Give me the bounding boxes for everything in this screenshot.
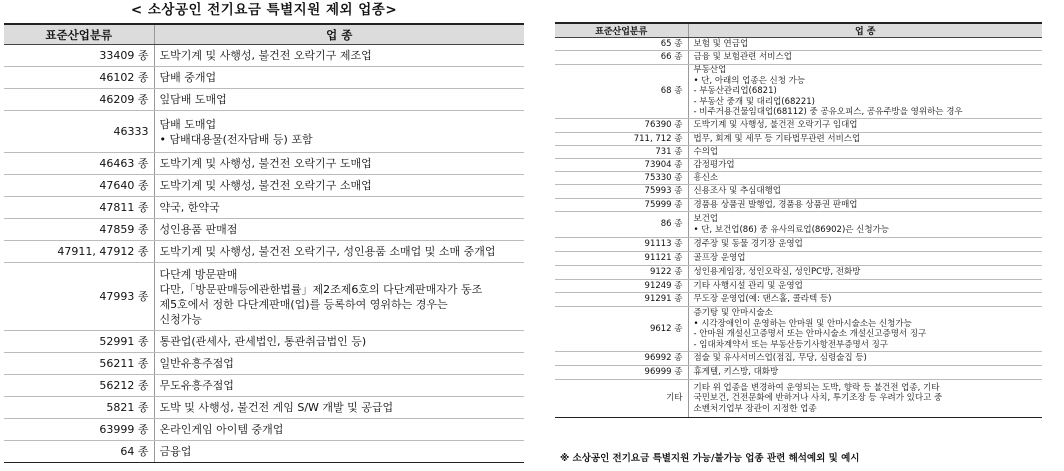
description-line: 온라인게임 아이템 중개업: [159, 423, 284, 436]
industry-code: 46209 종: [4, 89, 154, 111]
industry-code: 63999 종: [4, 419, 154, 441]
page-title: < 소상공인 전기요금 특별지원 제외 업종>: [130, 2, 398, 18]
industry-description: [688, 133, 1042, 146]
table-row: [555, 38, 1042, 51]
industry-code: 76390 종: [555, 119, 688, 133]
industry-description: [688, 212, 1042, 238]
description-line: 도박기계 및 사행성, 불건전 오락기구 제조업: [159, 49, 372, 62]
industry-code: 56211 종: [4, 353, 154, 375]
industry-code: 65 종: [555, 38, 688, 51]
industry-code: 9612 종: [555, 307, 688, 352]
table-row: [4, 67, 524, 89]
industry-description: [154, 375, 524, 397]
description-line: 도박기계 및 사행성, 불건전 오락기구 임대업: [693, 120, 858, 131]
industry-description: [688, 38, 1042, 51]
table-row: [555, 199, 1042, 212]
right-table-body: [555, 38, 1042, 418]
industry-description: [688, 146, 1042, 159]
description-line: 도박기계 및 사행성, 불건전 오락기구, 성인용품 소매업 및 소매 중개업: [159, 245, 496, 258]
industry-description: [688, 266, 1042, 280]
industry-description: [154, 175, 524, 197]
description-line: 무도유흥주점업: [159, 379, 234, 392]
industry-description: [154, 397, 524, 419]
table-row: [555, 352, 1042, 366]
industry-description: [154, 67, 524, 89]
industry-code: 731 종: [555, 146, 688, 159]
table-row: [555, 133, 1042, 146]
description-line: 통관업(관세사, 관세법인, 통관취급법인 등): [159, 335, 367, 348]
industry-code: 56212 종: [4, 375, 154, 397]
description-line: - 부동산 중개 및 대리업(68221): [693, 96, 815, 107]
industry-description: [154, 353, 524, 375]
description-line: 다만,「방문판매등에관한법률」제2조제6호의 다단계판매자가 동조: [159, 282, 483, 296]
industry-code: 75330 종: [555, 172, 688, 185]
industry-description: [154, 241, 524, 263]
industry-description: [154, 441, 524, 463]
left-table-body: [4, 45, 524, 463]
industry-code: 47911, 47912 종: [4, 241, 154, 263]
right-header-industry: 업 종: [688, 23, 1042, 38]
description-line: 소벤처기업부 장관이 지정한 업종: [693, 403, 817, 414]
left-table-header: [4, 24, 524, 45]
industry-description: [154, 111, 524, 153]
description-line: 증기탕 및 안마시술소: [693, 308, 773, 318]
left-header-industry: 업 종: [154, 24, 524, 45]
industry-description: [154, 419, 524, 441]
industry-code: 9122 종: [555, 266, 688, 280]
right-header-code: 표준산업분류: [555, 23, 688, 38]
industry-description: [154, 89, 524, 111]
description-line: 담배 도매업: [159, 117, 217, 131]
table-row: [4, 353, 524, 375]
table-row: [555, 293, 1042, 307]
description-line: 금융업: [159, 445, 192, 458]
description-line: 성인용품 판매점: [159, 223, 238, 236]
industry-code: 73904 종: [555, 159, 688, 172]
table-row: [4, 241, 524, 263]
description-line: - 임대차계약서 또는 부동산등기사항전부증명서 징구: [693, 339, 889, 350]
industry-description: [154, 153, 524, 175]
industry-description: [154, 331, 524, 353]
industry-description: [688, 119, 1042, 133]
industry-description: [154, 219, 524, 241]
description-line: 잎담배 도매업: [159, 93, 227, 106]
table-row: [555, 380, 1042, 418]
table-row: [555, 252, 1042, 266]
industry-code: 66 종: [555, 51, 688, 65]
description-line: 기타 사행시설 관리 및 운영업: [693, 280, 803, 291]
table-row: [4, 45, 524, 67]
industry-code: 91291 종: [555, 293, 688, 307]
description-line: 경품용 상품권 발행업, 경품용 상품권 판매업: [693, 199, 858, 210]
industry-code: 47640 종: [4, 175, 154, 197]
table-row: [555, 307, 1042, 352]
table-row: [4, 397, 524, 419]
description-line: 도박기계 및 사행성, 불건전 오락기구 소매업: [159, 179, 372, 192]
table-row: [555, 146, 1042, 159]
industry-code: 91113 종: [555, 238, 688, 252]
description-line: 경주장 및 동물 경기장 운영업: [693, 239, 803, 250]
industry-code: 75999 종: [555, 199, 688, 212]
description-line: 휴게텔, 키스방, 대화방: [693, 367, 779, 378]
table-row: [4, 331, 524, 353]
industry-description: [688, 185, 1042, 199]
left-exclusion-table: [4, 23, 524, 463]
industry-code: 33409 종: [4, 45, 154, 67]
industry-description: [688, 172, 1042, 185]
description-line: 약국, 한약국: [159, 201, 220, 214]
description-line: • 시각장애인이 운영하는 안마원 및 안마시술소는 신청가능: [693, 318, 912, 329]
description-line: 부동산업: [693, 65, 727, 76]
industry-code: 75993 종: [555, 185, 688, 199]
description-line: 국민보건, 건전문화에 반하거나 사치, 투기조장 등 우려가 있다고 중: [693, 393, 943, 404]
description-line: 수의업: [693, 146, 719, 157]
description-line: 제5호에서 정한 다단계판매(업)를 등록하여 영위하는 경우는: [159, 297, 448, 311]
industry-code: 64 종: [4, 441, 154, 463]
industry-description: [688, 238, 1042, 252]
description-line: 감정평가업: [693, 159, 735, 170]
industry-description: [154, 197, 524, 219]
industry-description: [688, 159, 1042, 172]
industry-description: [688, 51, 1042, 65]
description-line: - 비주거용건물임대업(68112) 중 공유오피스, 공유주방을 영위하는 경우: [693, 107, 963, 118]
table-row: [555, 366, 1042, 380]
industry-description: [688, 293, 1042, 307]
industry-code: 기타: [555, 380, 688, 418]
industry-description: [688, 199, 1042, 212]
description-line: - 부동산관리업(6821): [693, 86, 777, 97]
table-row: [4, 111, 524, 153]
industry-description: [154, 263, 524, 331]
industry-code: 86 종: [555, 212, 688, 238]
table-row: [555, 159, 1042, 172]
industry-code: 91249 종: [555, 280, 688, 293]
industry-code: 5821 종: [4, 397, 154, 419]
description-line: 일반유흥주점업: [159, 357, 234, 370]
description-line: 신청가능: [159, 312, 203, 326]
description-line: - 안마원 개설신고증명서 또는 안마시술소 개설신고증명서 징구: [693, 329, 927, 339]
table-row: [555, 266, 1042, 280]
footer-note: ※ 소상공인 전기요금 특별지원 가능/불가능 업종 관련 해석예외 및 예시: [560, 453, 860, 464]
table-row: [4, 153, 524, 175]
industry-code: 47993 종: [4, 263, 154, 331]
industry-code: 47859 종: [4, 219, 154, 241]
industry-code: 68 종: [555, 65, 688, 119]
table-row: [555, 185, 1042, 199]
table-row: [4, 197, 524, 219]
industry-description: [688, 252, 1042, 266]
table-row: [4, 89, 524, 111]
industry-description: [688, 366, 1042, 380]
description-line: 기타 위 업종을 변경하여 운영되는 도박, 향락 등 불건전 업종, 기타: [693, 382, 940, 393]
description-line: 점술 및 유사서비스업(점집, 무당, 심령술집 등): [693, 353, 867, 364]
industry-code: 711, 712 종: [555, 133, 688, 146]
table-row: [555, 280, 1042, 293]
description-line: 보험 및 연금업: [693, 38, 749, 49]
table-row: [555, 65, 1042, 119]
table-row: [555, 119, 1042, 133]
industry-code: 46463 종: [4, 153, 154, 175]
table-row: [4, 175, 524, 197]
industry-description: [688, 280, 1042, 293]
industry-code: 46102 종: [4, 67, 154, 89]
right-exclusion-table: [555, 22, 1042, 418]
industry-code: 52991 종: [4, 331, 154, 353]
table-row: [4, 419, 524, 441]
table-row: [555, 238, 1042, 252]
industry-description: [154, 45, 524, 67]
left-header-code: 표준산업분류: [4, 24, 154, 45]
table-row: [555, 51, 1042, 65]
industry-code: 46333: [4, 111, 154, 153]
description-line: • 단, 아래의 업종은 신청 가능: [693, 75, 806, 86]
industry-code: 96999 종: [555, 366, 688, 380]
description-line: 신용조사 및 추심대행업: [693, 186, 782, 197]
table-row: [4, 441, 524, 463]
table-row: [4, 219, 524, 241]
description-line: 금융 및 보험관련 서비스업: [693, 52, 792, 63]
industry-description: [688, 352, 1042, 366]
industry-code: 47811 종: [4, 197, 154, 219]
description-line: 도박기계 및 사행성, 불건전 오락기구 도매업: [159, 157, 372, 170]
table-row: [555, 172, 1042, 185]
description-line: • 단, 보건업(86) 중 유사의료업(86902)은 신청가능: [693, 224, 890, 235]
industry-description: [688, 65, 1042, 119]
description-line: 무도장 운영업(예: 댄스홀, 콜라텍 등): [693, 294, 832, 305]
description-line: 다단계 방문판매: [159, 267, 238, 281]
description-line: 보건업: [693, 214, 719, 224]
description-line: 성인용게임장, 성인오락실, 성인PC방, 전화방: [693, 267, 861, 278]
right-table-header: [555, 23, 1042, 38]
description-line: 법무, 회계 및 세무 등 기타법무관련 서비스업: [693, 133, 861, 144]
table-row: [4, 375, 524, 397]
description-line: 흥신소: [693, 172, 719, 183]
description-line: 담배 중개업: [159, 71, 217, 84]
table-row: [4, 263, 524, 331]
industry-code: 91121 종: [555, 252, 688, 266]
table-row: [555, 212, 1042, 238]
description-line: 골프장 운영업: [693, 253, 746, 264]
description-line: 도박 및 사행성, 불건전 게임 S/W 개발 및 공급업: [159, 401, 394, 414]
industry-description: [688, 307, 1042, 352]
description-line: • 담배대용물(전자담배 등) 포함: [159, 132, 313, 146]
industry-description: [688, 380, 1042, 418]
industry-code: 96992 종: [555, 352, 688, 366]
